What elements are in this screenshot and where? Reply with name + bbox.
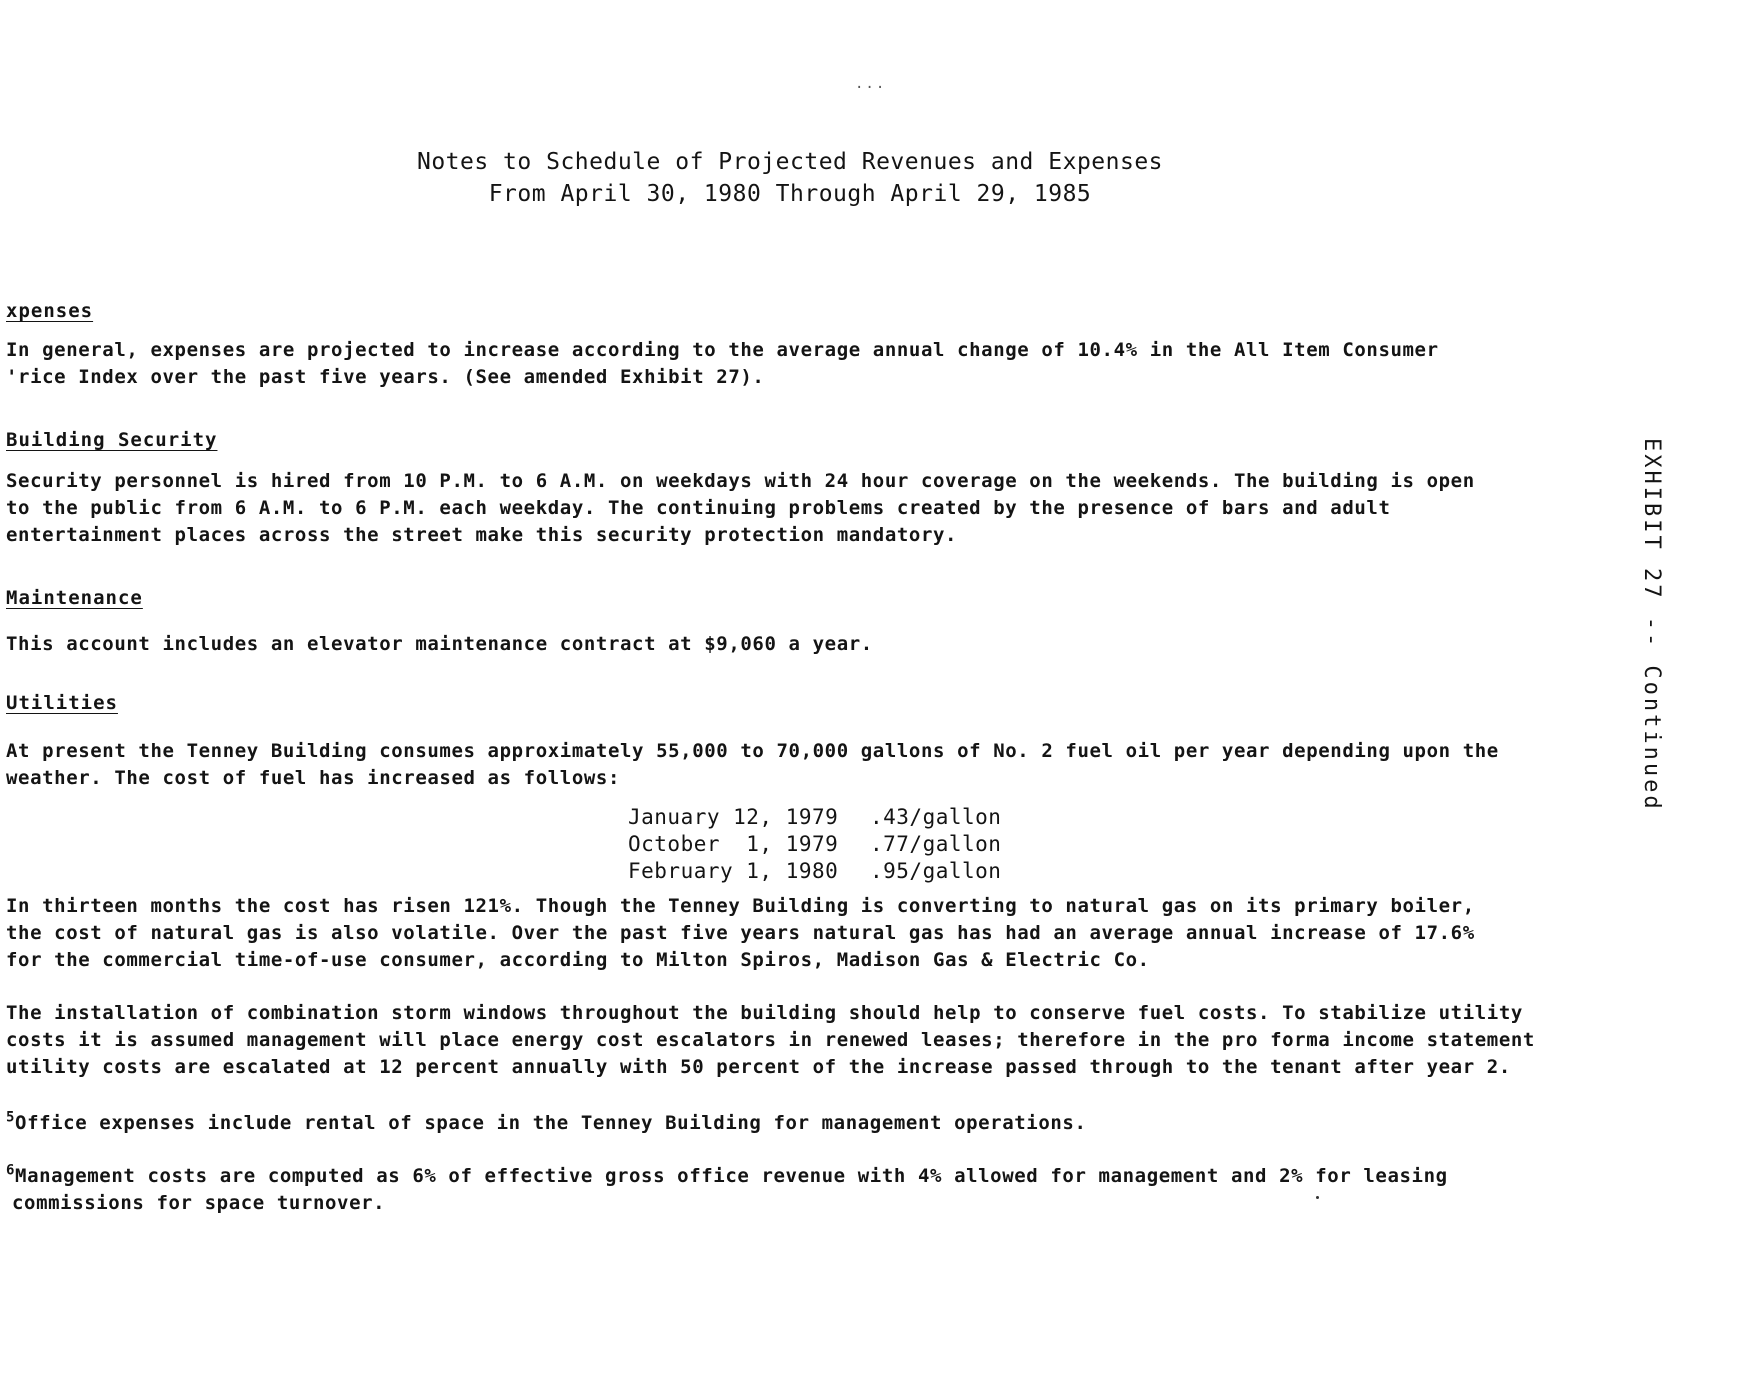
scan-dot: [1316, 1196, 1319, 1199]
scan-speck: ...: [855, 76, 887, 92]
paragraph-line: to the public from 6 A.M. to 6 P.M. each weekday. The continuing problems created by the presence of bars and adult: [6, 497, 1391, 519]
paragraph-line: At present the Tenney Building consumes approximately 55,000 to 70,000 gallons of No. 2 fuel oil per year depending upon the: [6, 740, 1499, 762]
heading-building-security: Building Security: [6, 429, 218, 451]
note-5: [6, 1110, 1087, 1137]
utilities-conservation-paragraph: [6, 1000, 1535, 1081]
footnote-marker: 6: [6, 1162, 16, 1179]
document-title: [360, 146, 1220, 210]
note-text-continued: commissions for space turnover.: [12, 1192, 386, 1214]
fuel-cost-row: [628, 804, 1001, 831]
note-6: [6, 1163, 1448, 1217]
fuel-cost-row: [628, 831, 1001, 858]
security-paragraph: [6, 468, 1475, 549]
fuel-cost-row: [628, 858, 1001, 885]
exhibit-side-label: EXHIBIT 27 -- Continued: [1639, 438, 1664, 812]
title-line-2: From April 30, 1980 Through April 29, 1985: [488, 181, 1092, 207]
note-text: Office expenses include rental of space in the Tenney Building for management operations.: [15, 1112, 1087, 1134]
paragraph-line: the cost of natural gas is also volatile. Over the past five years natural gas has had an average annual increase of 17.6%: [6, 922, 1475, 944]
maintenance-paragraph: [6, 631, 873, 658]
paragraph-line: The installation of combination storm windows throughout the building should help to conserve fuel costs. To stabilize utility: [6, 1002, 1523, 1024]
fuel-cost-price: .95/gallon: [870, 859, 1002, 883]
fuel-cost-date: October 1, 1979: [628, 832, 839, 856]
title-line-1: Notes to Schedule of Projected Revenues and Expenses: [416, 149, 1164, 175]
paragraph-line: weather. The cost of fuel has increased as follows:: [6, 767, 620, 789]
paragraph-line: In general, expenses are projected to increase according to the average annual change of 10.4% in the All Item Consumer: [6, 339, 1439, 361]
fuel-cost-price: .43/gallon: [870, 805, 1002, 829]
paragraph-line: utility costs are escalated at 12 percent annually with 50 percent of the increase passed through to the tenant after year 2.: [6, 1056, 1511, 1078]
paragraph-line: In thirteen months the cost has risen 121%. Though the Tenney Building is converting to natural gas on its primary boiler,: [6, 895, 1475, 917]
heading-maintenance: Maintenance: [6, 587, 143, 609]
paragraph-line: Security personnel is hired from 10 P.M. to 6 A.M. on weekdays with 24 hour coverage on the weekends. The building is open: [6, 470, 1475, 492]
fuel-cost-date: February 1, 1980: [628, 859, 839, 883]
fuel-cost-price: .77/gallon: [870, 832, 1002, 856]
utilities-intro-paragraph: [6, 738, 1499, 792]
expenses-paragraph: [6, 337, 1439, 391]
fuel-cost-table: [628, 804, 1001, 885]
footnote-marker: 5: [6, 1109, 16, 1126]
paragraph-line: costs it is assumed management will place energy cost escalators in renewed leases; therefore in the pro forma income statement: [6, 1029, 1535, 1051]
heading-expenses: xpenses: [6, 300, 94, 322]
utilities-cost-paragraph: [6, 893, 1475, 974]
note-text: Management costs are computed as 6% of effective gross office revenue with 4% allowed for management and 2% for leasing: [15, 1165, 1448, 1187]
fuel-cost-date: January 12, 1979: [628, 805, 839, 829]
paragraph-line: This account includes an elevator maintenance contract at $9,060 a year.: [6, 633, 873, 655]
paragraph-line: entertainment places across the street make this security protection mandatory.: [6, 524, 958, 546]
heading-utilities: Utilities: [6, 692, 118, 714]
paragraph-line: 'rice Index over the past five years. (See amended Exhibit 27).: [6, 366, 765, 388]
paragraph-line: for the commercial time-of-use consumer, according to Milton Spiros, Madison Gas & Electric Co.: [6, 949, 1150, 971]
